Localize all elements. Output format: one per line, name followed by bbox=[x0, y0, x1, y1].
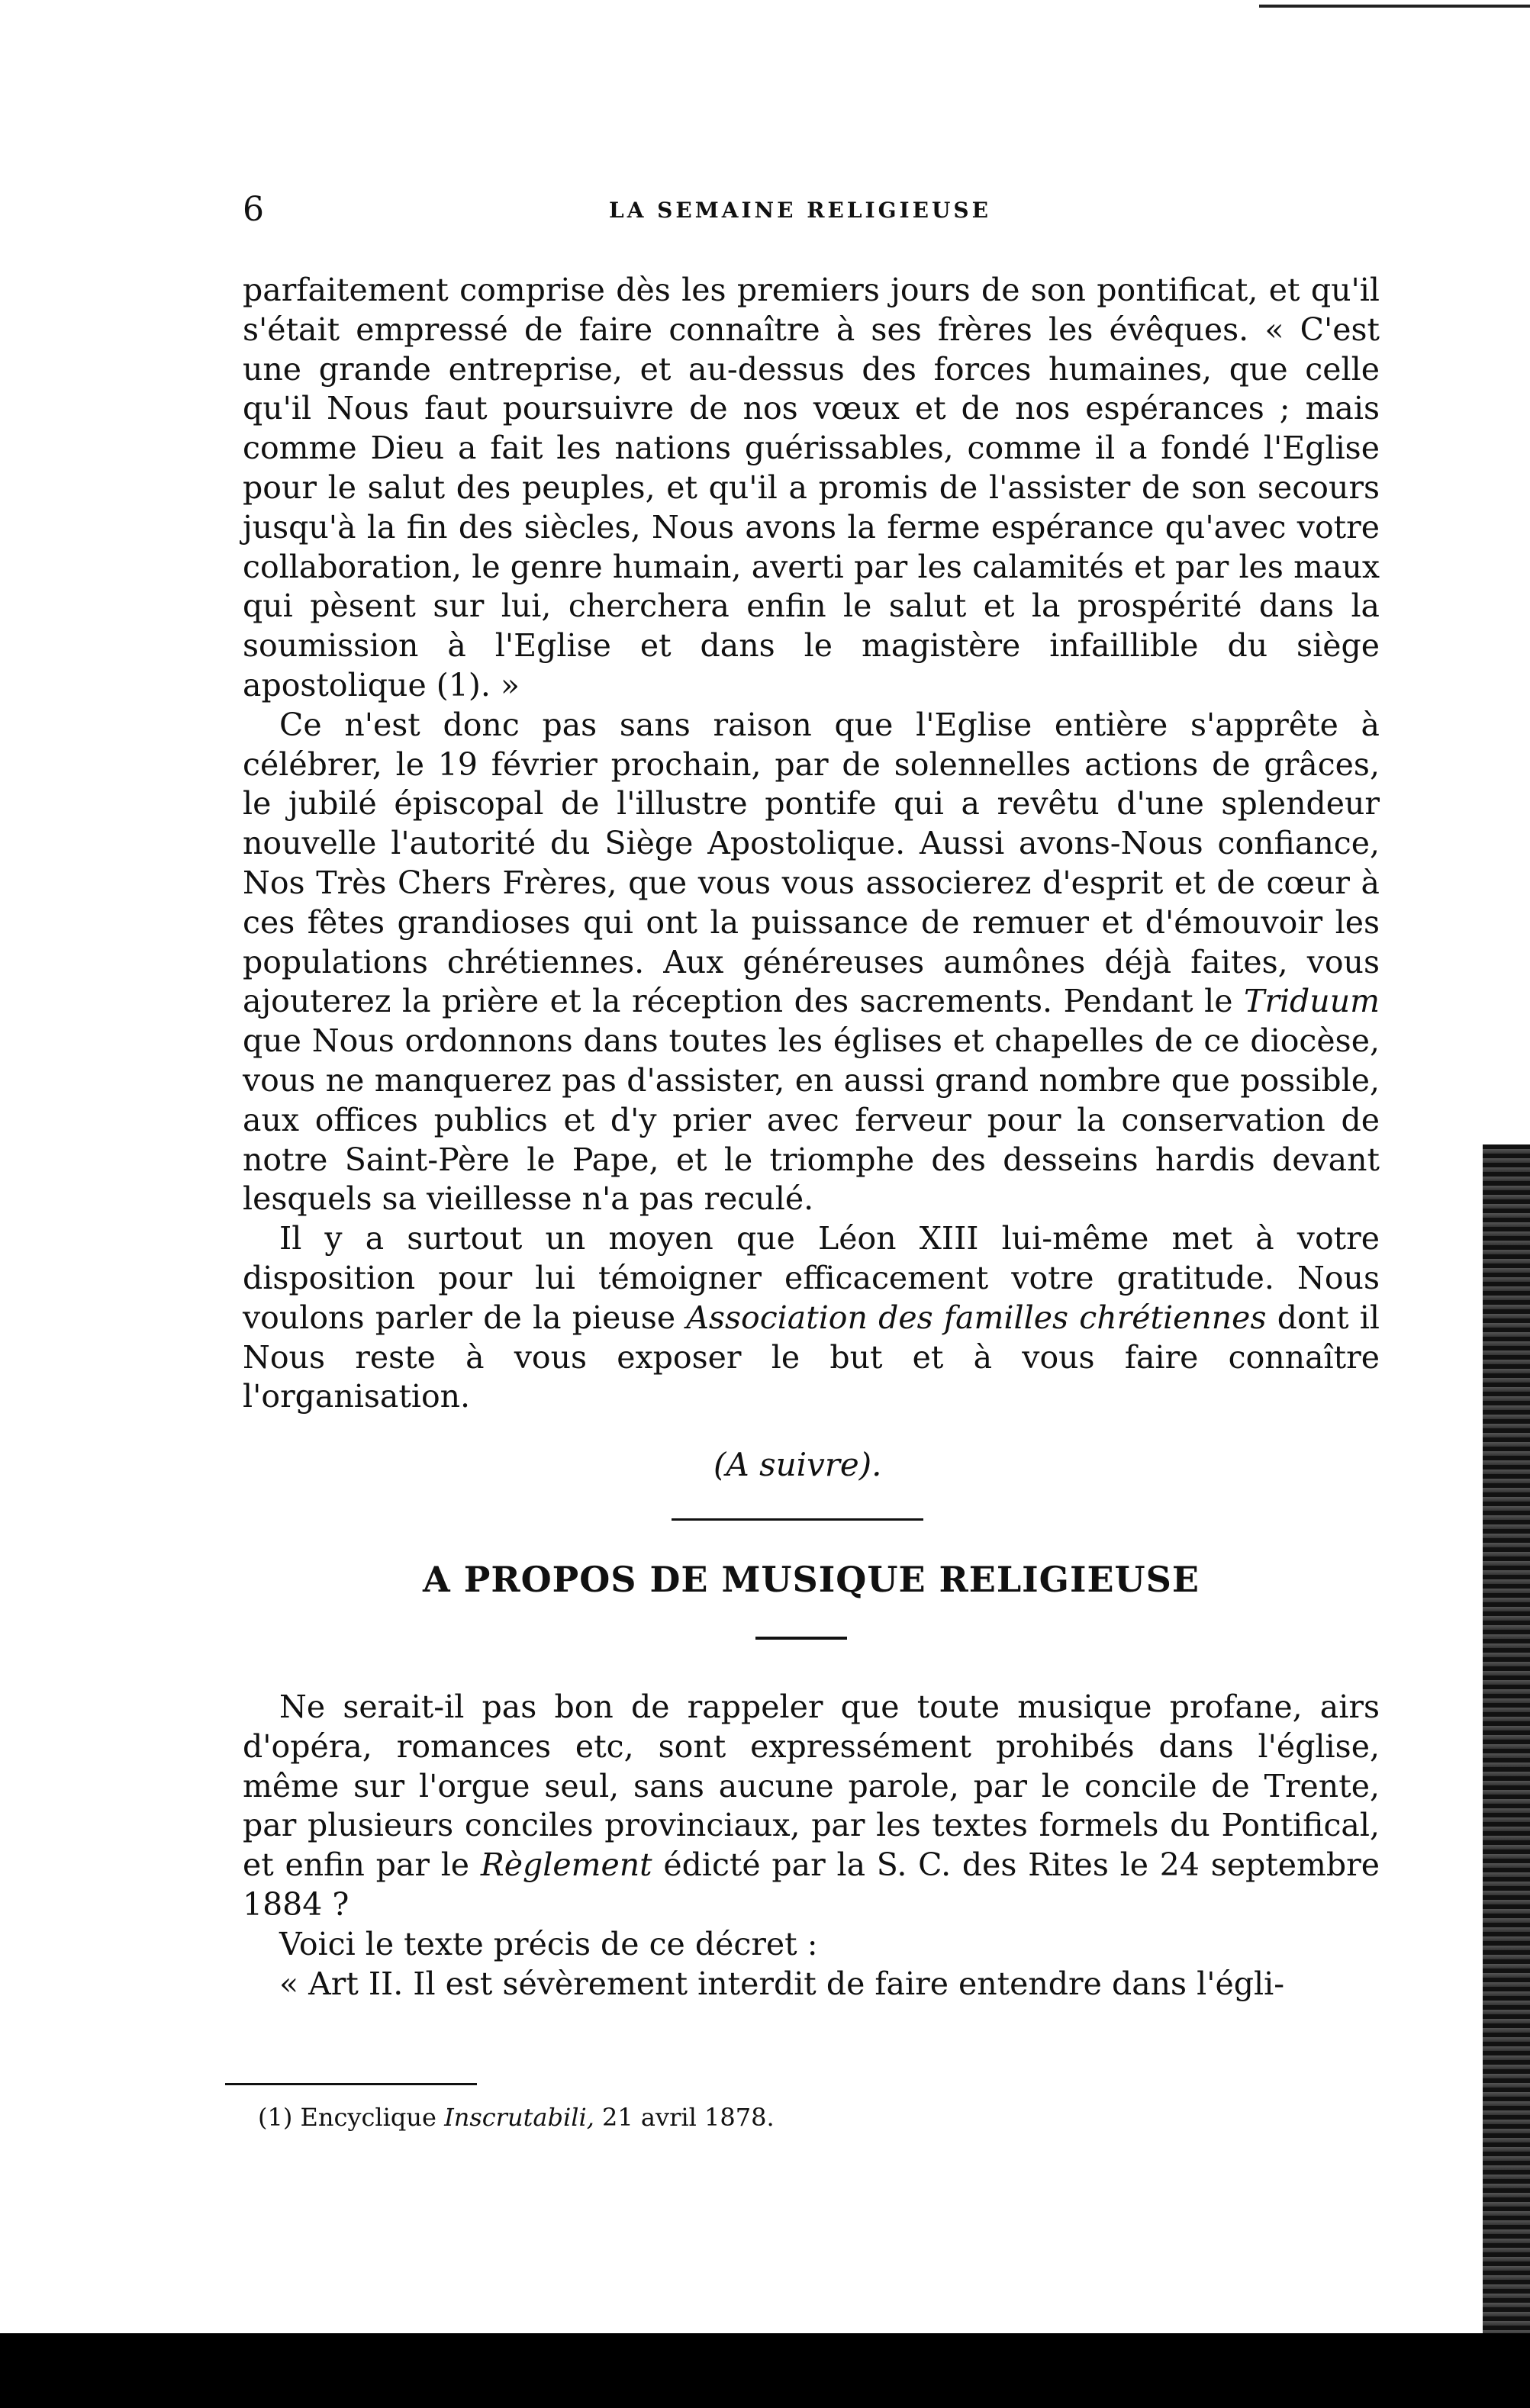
paragraph-association-end: dont il Nous reste à vous exposer le but et à vous faire connaître l'organisation. bbox=[243, 1299, 1380, 1415]
emphasis-reglement: Règlement bbox=[480, 1846, 652, 1884]
main-text bbox=[243, 271, 1380, 1417]
paragraph-music-end: édicté par la S. C. des Rites le 24 septembre 1884 ? bbox=[243, 1846, 1380, 1923]
paragraph-jubilee bbox=[243, 706, 1380, 1219]
scan-artifact-edge bbox=[1483, 1144, 1530, 2335]
footnote-marker: (1) bbox=[258, 2103, 293, 2132]
footnote-text-after: 21 avril 1878. bbox=[594, 2103, 775, 2132]
footnote-title: Inscrutabili, bbox=[444, 2103, 594, 2132]
paragraph-music-start: Ne serait-il pas bon de rappeler que toute musique profane, airs d'opéra, romances etc, sont expressément prohibés dans l'église, même sur l'orgue seul, sans aucune parole, par le concile de Trente, par plusieurs conciles provinciaux, par les textes formels du Pontifical, et enfin par le bbox=[243, 1688, 1380, 1884]
footnote-text-before: Encyclique bbox=[292, 2103, 445, 2132]
running-head bbox=[243, 191, 1380, 229]
paragraph-jubilee-start: Ce n'est donc pas sans raison que l'Eglise entière s'apprête à célébrer, le 19 février prochain, par de solennelles actions de grâces, le jubilé épiscopal de l'illustre pontife qui a revêtu d'une splendeur nouvelle l'autorité du Siège Apostolique. Aussi avons-Nous confiance, Nos Très Chers Frères, que vous vous associerez d'esprit et de cœur à ces fêtes grandioses qui ont la puissance de remuer et d'émouvoir les populations chrétiennes. Aux généreuses aumônes déjà faites, vous ajouterez la prière et la réception des sacrements. Pendant le bbox=[243, 706, 1380, 1020]
paragraph-association-start: Il y a surtout un moyen que Léon XIII lui-même met à votre disposition pour lui témoigner efficacement votre gratitude. Nous voulons parler de la pieuse bbox=[243, 1220, 1380, 1336]
paragraph-encyclical-quote: parfaitement comprise dès les premiers jours de son pontificat, et qu'il s'était empressé de faire connaître à ses frères les évêques. « C'est une grande entreprise, et au-dessus des forces humaines, que celle qu'il Nous faut poursuivre de nos vœux et de nos espérances ; mais comme Dieu a fait les nations guérissables, comme il a fondé l'Eglise pour le salut des peuples, et qu'il a promis de l'assister de son secours jusqu'à la fin des siècles, Nous avons la ferme espérance qu'avec votre collaboration, le genre humain, averti par les calamités et par les maux qui pèsent sur lui, cherchera enfin le salut et la prospérité dans la soumission à l'Eglise et dans le magistère infaillible du siège apostolique (1). » bbox=[243, 272, 1380, 703]
page-number: 6 bbox=[243, 190, 264, 229]
title-underline-rule bbox=[755, 1637, 847, 1640]
scan-artifact-bottom-bar bbox=[0, 2333, 1530, 2408]
paragraph-decree-intro: Voici le texte précis de ce décret : bbox=[279, 1925, 818, 1962]
section-title: A PROPOS DE MUSIQUE RELIGIEUSE bbox=[423, 1559, 1200, 1600]
footnote-rule bbox=[225, 2083, 477, 2085]
paragraph-decree-article: « Art II. Il est sévèrement interdit de faire entendre dans l'égli- bbox=[279, 1965, 1285, 2002]
footnote bbox=[258, 2100, 1326, 2135]
paragraph-association bbox=[243, 1219, 1380, 1417]
paragraph-music-prohibition bbox=[243, 1688, 1380, 1925]
to-be-continued: (A suivre). bbox=[713, 1446, 882, 1483]
paragraph-jubilee-end: que Nous ordonnons dans toutes les églises et chapelles de ce diocèse, vous ne manquerez pas d'assister, en aussi grand nombre que possible, aux offices publics et d'y prier avec ferveur pour la conservation de notre Saint-Père le Pape, et le triomphe des desseins hardis devant lesquels sa vieillesse n'a pas reculé. bbox=[243, 1022, 1380, 1218]
section-text bbox=[243, 1688, 1380, 2004]
scan-artifact-line bbox=[1259, 5, 1530, 8]
running-title: LA SEMAINE RELIGIEUSE bbox=[609, 198, 991, 223]
emphasis-association: Association des familles chrétiennes bbox=[686, 1299, 1267, 1336]
section-divider-rule bbox=[672, 1518, 923, 1521]
emphasis-triduum: Triduum bbox=[1244, 983, 1380, 1020]
